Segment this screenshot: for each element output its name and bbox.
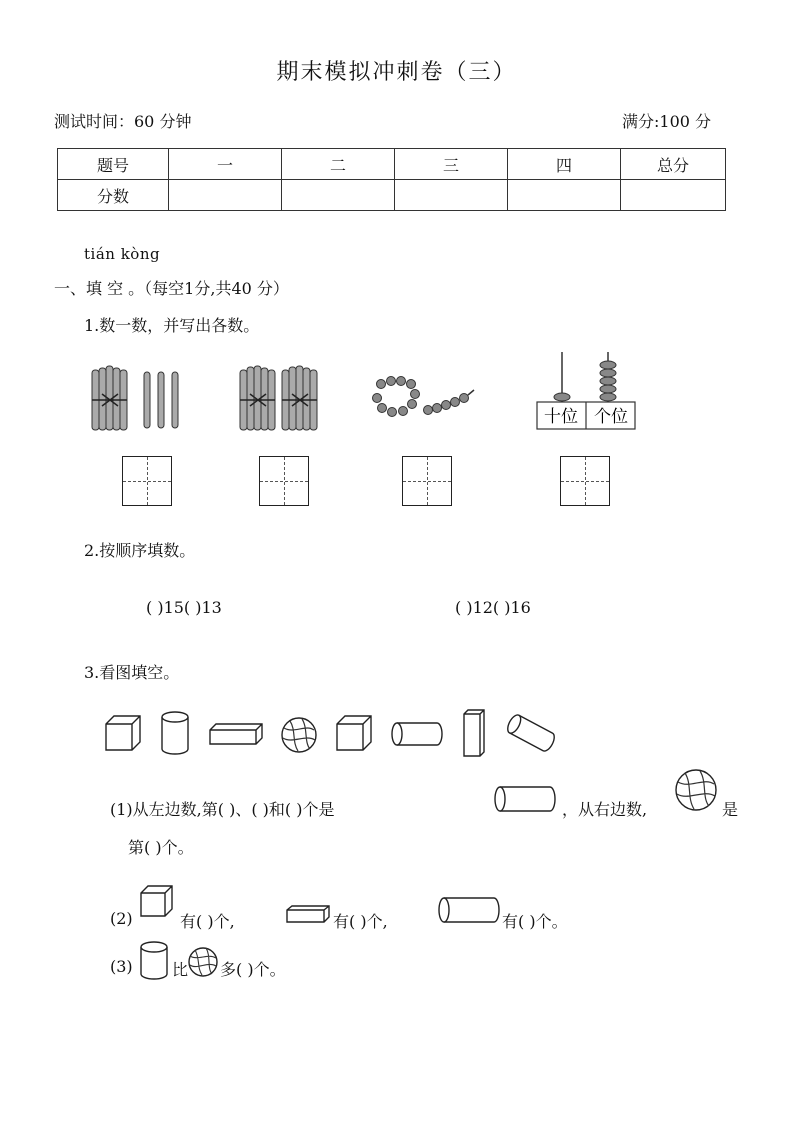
- q3-part2-text-b[interactable]: 有( )个,: [180, 912, 235, 931]
- ball-icon: [280, 716, 318, 754]
- score-cell[interactable]: [169, 180, 282, 211]
- score-cell[interactable]: [621, 180, 726, 211]
- pinyin-annotation: tián kòng: [84, 245, 161, 263]
- table-row: [58, 180, 726, 211]
- cube-icon: [139, 884, 175, 918]
- cylinder-lying-icon: [494, 785, 558, 813]
- cuboid-icon: [208, 722, 264, 748]
- score-cell[interactable]: [395, 180, 508, 211]
- header-cell: 一: [169, 149, 282, 180]
- cylinder-icon: [139, 941, 169, 981]
- q1-prompt: 1.数一数，并写出各数。: [84, 316, 260, 335]
- score-cell[interactable]: [508, 180, 621, 211]
- q3-part2-number: (2): [110, 909, 133, 928]
- header-cell: 二: [282, 149, 395, 180]
- sticks-bundle-icon: [88, 362, 188, 434]
- cuboid-icon: [285, 904, 331, 924]
- cuboid-standing-icon: [462, 708, 488, 758]
- q3-part3-number: (3): [110, 957, 133, 976]
- q3-part1-text-c: 是: [722, 800, 739, 819]
- header-cell: 总分: [621, 149, 726, 180]
- test-time: 测试时间：60 分钟: [54, 112, 192, 131]
- answer-box[interactable]: [259, 456, 309, 506]
- q3-part2-text-c[interactable]: 有( )个,: [333, 912, 388, 931]
- sequence-1[interactable]: ( )15( )13: [146, 598, 222, 617]
- tens-label: 十位: [544, 407, 578, 427]
- sequence-2[interactable]: ( )12( )16: [455, 598, 531, 617]
- section-heading: 一、填 空 。（每空1分,共40 分）: [54, 279, 289, 298]
- answer-box[interactable]: [402, 456, 452, 506]
- header-cell: 题号: [58, 149, 169, 180]
- two-bundles-icon: [238, 362, 328, 434]
- q2-prompt: 2.按顺序填数。: [84, 541, 196, 560]
- answer-box[interactable]: [560, 456, 610, 506]
- q3-prompt: 3.看图填空。: [84, 663, 180, 682]
- header-cell: 四: [508, 149, 621, 180]
- q3-part1-text[interactable]: (1)从左边数,第( )、( )和( )个是: [110, 800, 335, 819]
- q3-part1-text-b: ，从右边数,: [562, 800, 648, 819]
- cylinder-tilted-icon: [504, 712, 558, 754]
- ball-icon: [187, 946, 219, 978]
- score-table: [57, 148, 726, 211]
- page-title: 期末模拟冲刺卷（三）: [276, 60, 517, 85]
- ones-label: 个位: [594, 407, 628, 427]
- cube-icon: [104, 714, 144, 754]
- header-cell: 三: [395, 149, 508, 180]
- cylinder-lying-icon: [438, 896, 502, 924]
- q3-part2-text-d[interactable]: 有( )个。: [502, 912, 568, 931]
- table-header-row: [58, 149, 726, 180]
- row-label: 分数: [58, 180, 169, 211]
- bead-string-icon: [370, 374, 476, 426]
- cube-icon: [335, 714, 375, 754]
- abacus-icon: [536, 352, 638, 432]
- cylinder-lying-icon: [391, 721, 445, 747]
- cylinder-icon: [160, 711, 190, 755]
- answer-box[interactable]: [122, 456, 172, 506]
- q3-part3-text-b: 比: [172, 960, 189, 979]
- score-cell[interactable]: [282, 180, 395, 211]
- ball-icon: [674, 768, 718, 812]
- q3-part3-text-c[interactable]: 多( )个。: [220, 960, 286, 979]
- q3-part1-text-d[interactable]: 第( )个。: [128, 838, 194, 857]
- full-score: 满分:100 分: [622, 112, 712, 131]
